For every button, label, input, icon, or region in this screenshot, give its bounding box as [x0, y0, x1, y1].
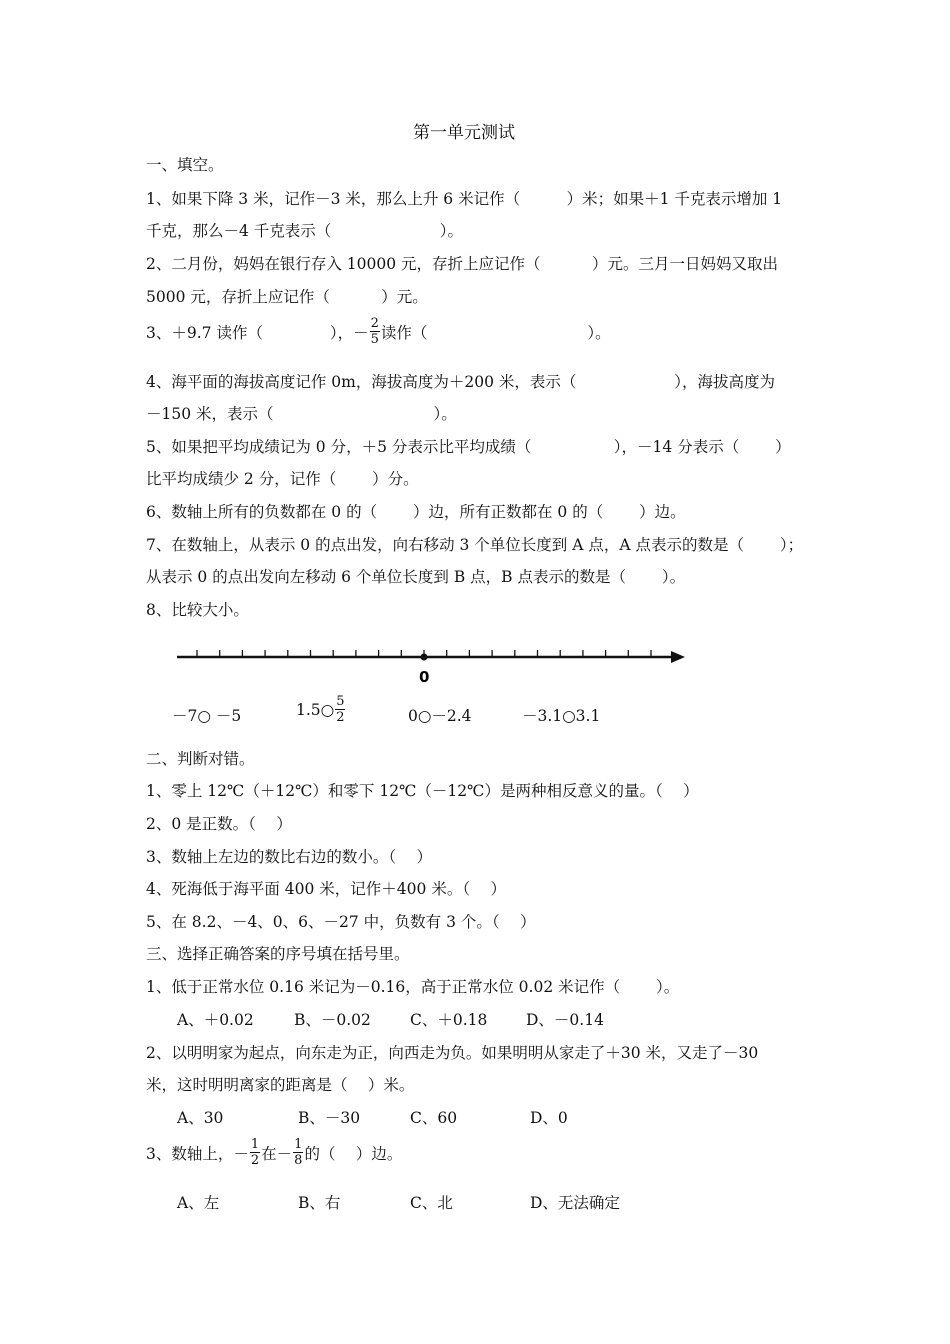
section-heading-choice: 三、选择正确答案的序号填在括号里。	[146, 945, 410, 963]
choice-3-option-c: C、北	[410, 1194, 453, 1212]
question-2-line-1: 2、二月份，妈妈在银行存入 10000 元，存折上应记作（ ）元。三月一日妈妈又取出	[146, 255, 778, 273]
choice-3-option-d: D、无法确定	[530, 1194, 620, 1212]
choice-3-option-a: A、左	[177, 1194, 220, 1212]
page-title: 第一单元测试	[413, 123, 515, 143]
judge-item-1: 1、零上 12℃（＋12℃）和零下 12℃（－12℃）是两种相反意义的量。（ ）	[146, 782, 699, 800]
choice-1-option-d: D、－0.14	[526, 1011, 604, 1029]
number-line	[175, 645, 695, 695]
question-3-prefix: 3、＋9.7 读作（ ），－	[146, 323, 369, 342]
choice-question-2-line-2: 米，这时明明离家的距离是（ ）米。	[146, 1076, 415, 1094]
question-7-line-2: 从表示 0 的点出发向左移动 6 个单位长度到 B 点，B 点表示的数是（ ）。	[146, 568, 686, 586]
compare-item-1: －7○ －5	[172, 707, 242, 725]
choice-2-option-d: D、0	[530, 1109, 568, 1127]
question-3	[146, 316, 611, 347]
choice-1-option-b: B、－0.02	[294, 1011, 371, 1029]
question-7-line-1: 7、在数轴上，从表示 0 的点出发，向右移动 3 个单位长度到 A 点，A 点表示的数是（ ）；	[146, 536, 804, 554]
zero-label: 0	[419, 668, 430, 686]
choice-3-option-b: B、右	[298, 1194, 341, 1212]
question-4-line-1: 4、海平面的海拔高度记作 0m，海拔高度为＋200 米，表示（ ），海拔高度为	[146, 373, 776, 391]
question-4-line-2: －150 米，表示（ ）。	[146, 405, 457, 423]
choice-2-option-c: C、60	[410, 1109, 458, 1127]
question-1-line-2: 千克，那么－4 千克表示（ ）。	[146, 222, 464, 240]
section-heading-true-false: 二、判断对错。	[146, 750, 255, 768]
question-5-line-1: 5、如果把平均成绩记为 0 分，＋5 分表示比平均成绩（ ），－14 分表示（ ）	[146, 438, 791, 456]
choice-question-1: 1、低于正常水位 0.16 米记为－0.16，高于正常水位 0.02 米记作（ ）。	[146, 978, 680, 996]
choice-1-option-c: C、＋0.18	[410, 1011, 488, 1029]
question-5-line-2: 比平均成绩少 2 分，记作（ ）分。	[146, 470, 419, 488]
judge-item-2: 2、0 是正数。（ ）	[146, 815, 292, 833]
judge-item-5: 5、在 8.2、－4、0、6、－27 中，负数有 3 个。（ ）	[146, 913, 536, 931]
question-6: 6、数轴上所有的负数都在 0 的（ ）边，所有正数都在 0 的（ ）边。	[146, 503, 686, 521]
origin-dot	[421, 654, 428, 661]
question-1-line-1: 1、如果下降 3 米，记作－3 米，那么上升 6 米记作（ ）米；如果＋1 千克表示增加 1	[146, 190, 783, 208]
arrow-right-icon	[671, 651, 685, 663]
fraction-one-half: $\frac{1}{2}$	[250, 1137, 260, 1168]
fraction-five-halves: $\frac{5}{2}$	[336, 694, 345, 725]
compare-item-4: －3.1○3.1	[522, 707, 601, 725]
compare-item-2: 1.5○ $\frac{5}{2}$	[296, 694, 345, 725]
fraction-one-eighth: $\frac{1}{8}$	[294, 1137, 303, 1168]
choice-2-option-a: A、30	[177, 1109, 224, 1127]
choice-2-option-b: B、－30	[298, 1109, 361, 1127]
choice-question-2-line-1: 2、以明明家为起点，向东走为正，向西走为负。如果明明从家走了＋30 米，又走了－30	[146, 1044, 759, 1062]
judge-item-3: 3、数轴上左边的数比右边的数小。（ ）	[146, 848, 433, 866]
question-8: 8、比较大小。	[146, 601, 249, 619]
question-3-suffix: 读作（ ）。	[380, 323, 611, 342]
compare-item-3: 0○－2.4	[408, 707, 472, 725]
question-2-line-2: 5000 元，存折上应记作（ ）元。	[146, 288, 428, 306]
judge-item-4: 4、死海低于海平面 400 米，记作＋400 米。（ ）	[146, 880, 506, 898]
section-heading-fill-blank: 一、填空。	[146, 156, 224, 174]
choice-1-option-a: A、＋0.02	[177, 1011, 254, 1029]
fraction-two-fifths: $\frac{2}{5}$	[370, 316, 379, 347]
choice-question-3: 3、数轴上，－ $\frac{1}{2}$ 在－ $\frac{1}{8}$ 的（ ）边。	[146, 1137, 403, 1168]
